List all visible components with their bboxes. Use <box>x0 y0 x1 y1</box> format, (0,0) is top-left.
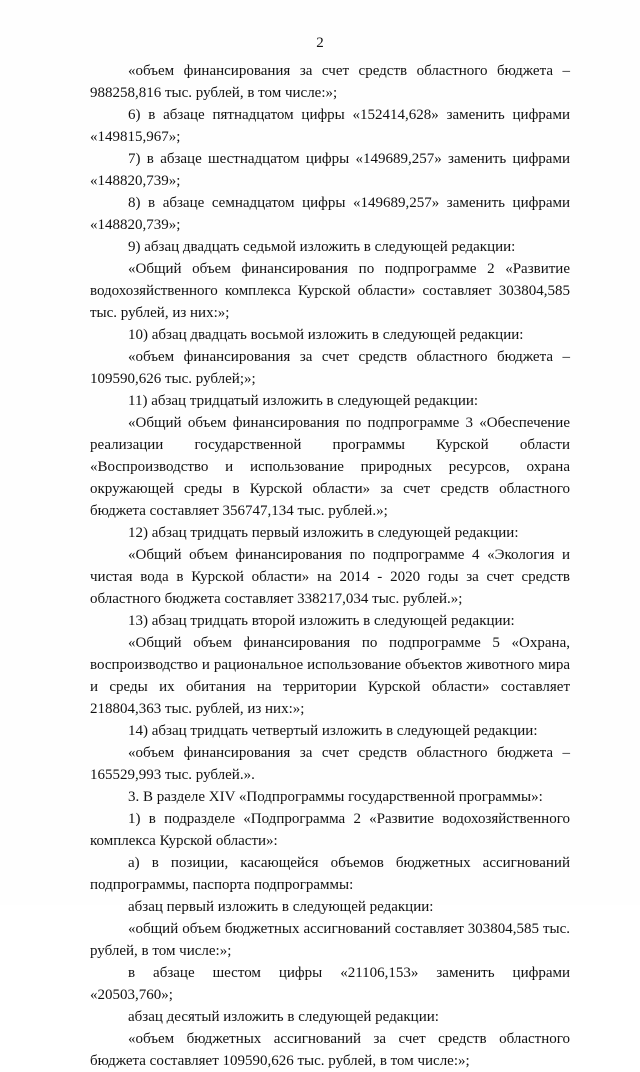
paragraph: 8) в абзаце семнадцатом цифры «149689,257» заменить цифрами «148820,739»; <box>90 195 570 233</box>
paragraph: «Общий объем финансирования по подпрограмме 5 «Охрана, воспроизводство и рациональное использование объектов животного мира и среды их обитания на территории Курской области» составляет 218804,363 тыс. рублей, из них:»; <box>90 635 570 717</box>
paragraph: 3. В разделе XIV «Подпрограммы государственной программы»: <box>128 789 543 805</box>
paragraph: «Общий объем финансирования по подпрограмме 2 «Развитие водохозяйственного комплекса Курской области» составляет 303804,585 тыс. рублей, из них:»; <box>90 261 570 321</box>
paragraph: а) в позиции, касающейся объемов бюджетных ассигнований подпрограммы, паспорта подпрограммы: <box>90 855 570 893</box>
paragraph: 10) абзац двадцать восьмой изложить в следующей редакции: <box>128 327 524 343</box>
paragraph: 14) абзац тридцать четвертый изложить в следующей редакции: <box>128 723 538 739</box>
paragraph: абзац первый изложить в следующей редакции: <box>128 899 434 915</box>
document-body <box>90 60 570 1072</box>
paragraph: 9) абзац двадцать седьмой изложить в следующей редакции: <box>128 239 516 255</box>
paragraph: «Общий объем финансирования по подпрограмме 3 «Обеспечение реализации государственной программы Курской области «Воспроизводство и использование природных ресурсов, охрана окружающей среды в Курской области» за счет средств областного бюджета составляет 356747,134 тыс. рублей.»; <box>90 415 570 519</box>
paragraph: в абзаце шестом цифры «21106,153» заменить цифрами «20503,760»; <box>90 965 570 1003</box>
paragraph: «объем финансирования за счет средств областного бюджета – 109590,626 тыс. рублей;»; <box>90 349 570 387</box>
page-number: 2 <box>316 35 324 51</box>
paragraph: «объем бюджетных ассигнований за счет средств областного бюджета составляет 109590,626 тыс. рублей, в том числе:»; <box>90 1031 570 1069</box>
paragraph: 7) в абзаце шестнадцатом цифры «149689,257» заменить цифрами «148820,739»; <box>90 151 570 189</box>
paragraph: «общий объем бюджетных ассигнований составляет 303804,585 тыс. рублей, в том числе:»; <box>90 921 570 959</box>
paragraph: 11) абзац тридцатый изложить в следующей редакции: <box>128 393 479 409</box>
paragraph: 13) абзац тридцать второй изложить в следующей редакции: <box>128 613 515 629</box>
paragraph: 1) в подразделе «Подпрограмма 2 «Развитие водохозяйственного комплекса Курской области»: <box>90 811 570 849</box>
paragraph: «объем финансирования за счет средств областного бюджета – 988258,816 тыс. рублей, в том числе:»; <box>90 63 570 101</box>
paragraph: абзац десятый изложить в следующей редакции: <box>128 1009 439 1025</box>
paragraph: «Общий объем финансирования по подпрограмме 4 «Экология и чистая вода в Курской области» на 2014 - 2020 годы за счет средств областного бюджета составляет 338217,034 тыс. рублей.»; <box>90 547 570 607</box>
paragraph: «объем финансирования за счет средств областного бюджета – 165529,993 тыс. рублей.». <box>90 745 570 783</box>
paragraph: 6) в абзаце пятнадцатом цифры «152414,628» заменить цифрами «149815,967»; <box>90 107 570 145</box>
paragraph: 12) абзац тридцать первый изложить в следующей редакции: <box>128 525 519 541</box>
